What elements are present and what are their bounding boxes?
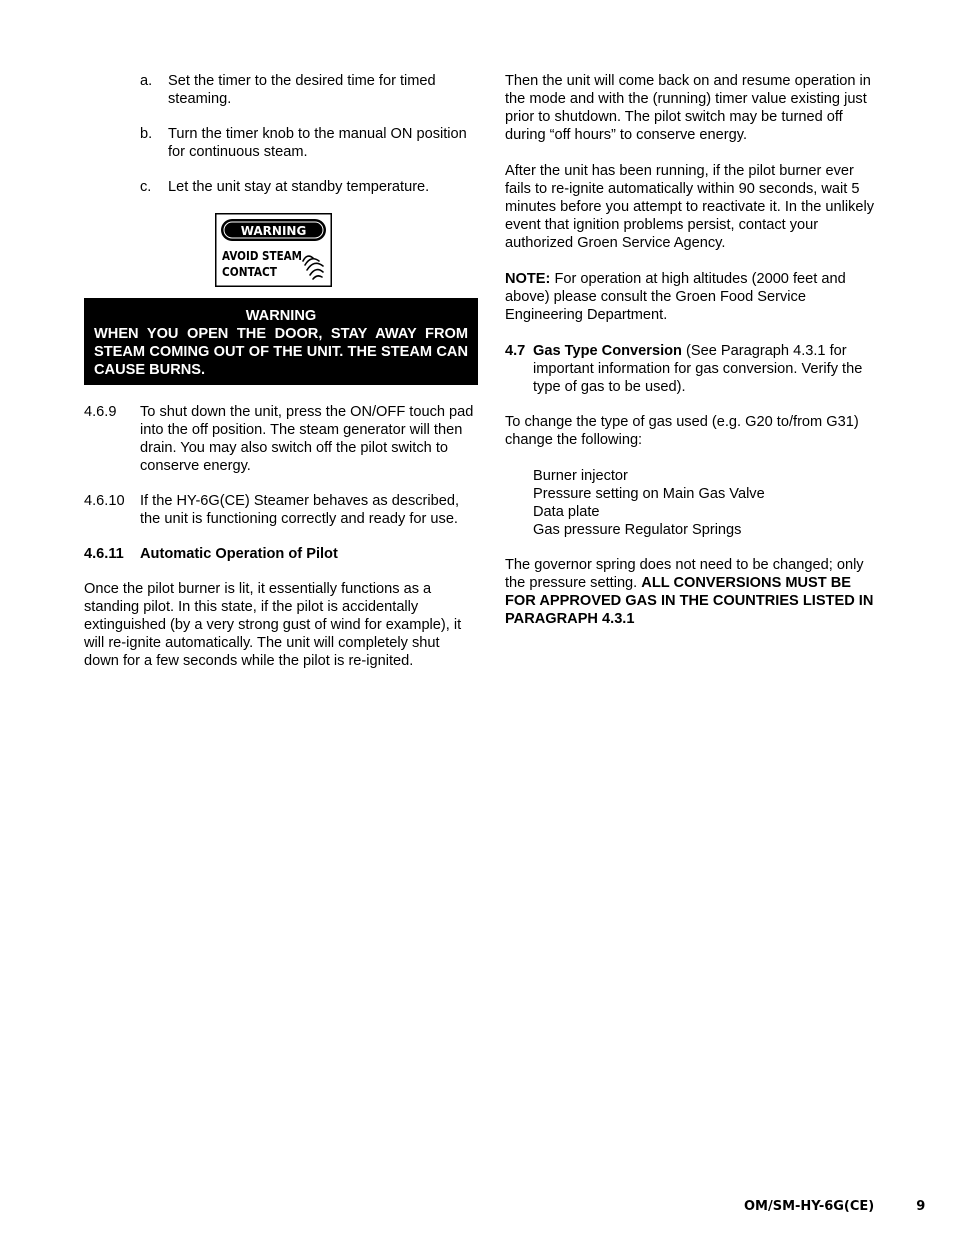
page-footer [744,1198,925,1216]
change-list [505,467,877,539]
paragraph-resume: Then the unit will come back on and resume operation in the mode and with the (running) timer value existing just prior to shutdown. The pilot switch may be turned off during “off hours” to conserve energy. [505,73,871,143]
warning-sign-line2: CONTACT [222,264,278,279]
section-title: Gas Type Conversion [533,343,682,359]
warning-title: WARNING [245,308,317,324]
warning-sign [215,213,332,287]
document-id: OM/SM-HY-6G(CE) [744,1199,875,1214]
list-item: Pressure setting on Main Gas Valve [533,486,765,502]
section-number: 4.7 [505,343,526,359]
warning-box [84,298,478,385]
list-marker: a. [140,73,153,89]
governor-text: The governor spring does not need to be changed; only the pressure setting. [505,557,864,591]
section-4-7 [505,342,877,396]
section-title: Automatic Operation of Pilot [140,546,338,562]
list-item [84,72,478,108]
list-item [84,125,478,161]
governor-paragraph [505,556,877,628]
list-item: Data plate [533,504,600,520]
warning-sign-line1: AVOID STEAM [222,248,302,263]
warning-sign-label: WARNING [240,224,307,238]
right-column [505,72,877,646]
step-number: 4.6.9 [84,404,117,420]
list-item [84,178,478,196]
step-text: If the HY-6G(CE) Steamer behaves as described, the unit is functioning correctly and ready for use. [140,493,460,527]
page-number: 9 [916,1199,926,1214]
list-item: Burner injector [533,468,628,484]
note-text: For operation at high altitudes (2000 feet and above) please consult the Groen Food Service Engineering Department. [505,271,846,323]
list-item: Gas pressure Regulator Springs [533,522,742,538]
note-label: NOTE: [505,271,551,287]
note-paragraph [505,270,877,324]
section-text: (See Paragraph 4.3.1 for important information for gas conversion. Verify the type of gas to be used). [533,343,863,395]
section-heading-4-6-11 [84,545,478,563]
step-4-6-10 [84,492,478,528]
governor-warning: ALL CONVERSIONS MUST BE FOR APPROVED GAS IN THE COUNTRIES LISTED IN PARAGRAPH 4.3.1 [505,575,874,627]
step-number: 4.6.10 [84,493,125,509]
step-4-6-9 [84,403,478,475]
list-item-text: Let the unit stay at standby temperature. [168,179,430,195]
list-item-text: Turn the timer knob to the manual ON position for continuous steam. [168,126,467,160]
paragraph-reignite: After the unit has been running, if the pilot burner ever fails to re-ignite automatically within 90 seconds, wait 5 minutes before you attempt to reactivate it. In the unlikely event that ignition problems persist, contact your authorized Groen Service Agency. [505,163,875,251]
list-marker: c. [140,179,152,195]
section-number: 4.6.11 [84,546,124,562]
step-text: To shut down the unit, press the ON/OFF touch pad into the off position. The steam generator will then drain. You may also switch off the pilot switch to conserve energy. [140,404,474,474]
left-column [84,72,478,688]
pilot-paragraph: Once the pilot burner is lit, it essentially functions as a standing pilot. In this state, if the pilot is accidentally extinguished (by a very strong gust of wind for example), it will re-ignite automatically. The unit will completely shut down for a few seconds while the pilot is re-ignited. [84,581,462,669]
list-item-text: Set the timer to the desired time for timed steaming. [168,73,436,107]
list-marker: b. [140,126,153,142]
warning-text: WHEN YOU OPEN THE DOOR, STAY AWAY FROM STEAM COMING OUT OF THE UNIT. THE STEAM CAN CAUSE BURNS. [94,326,468,378]
change-intro: To change the type of gas used (e.g. G20 to/from G31) change the following: [505,414,859,448]
